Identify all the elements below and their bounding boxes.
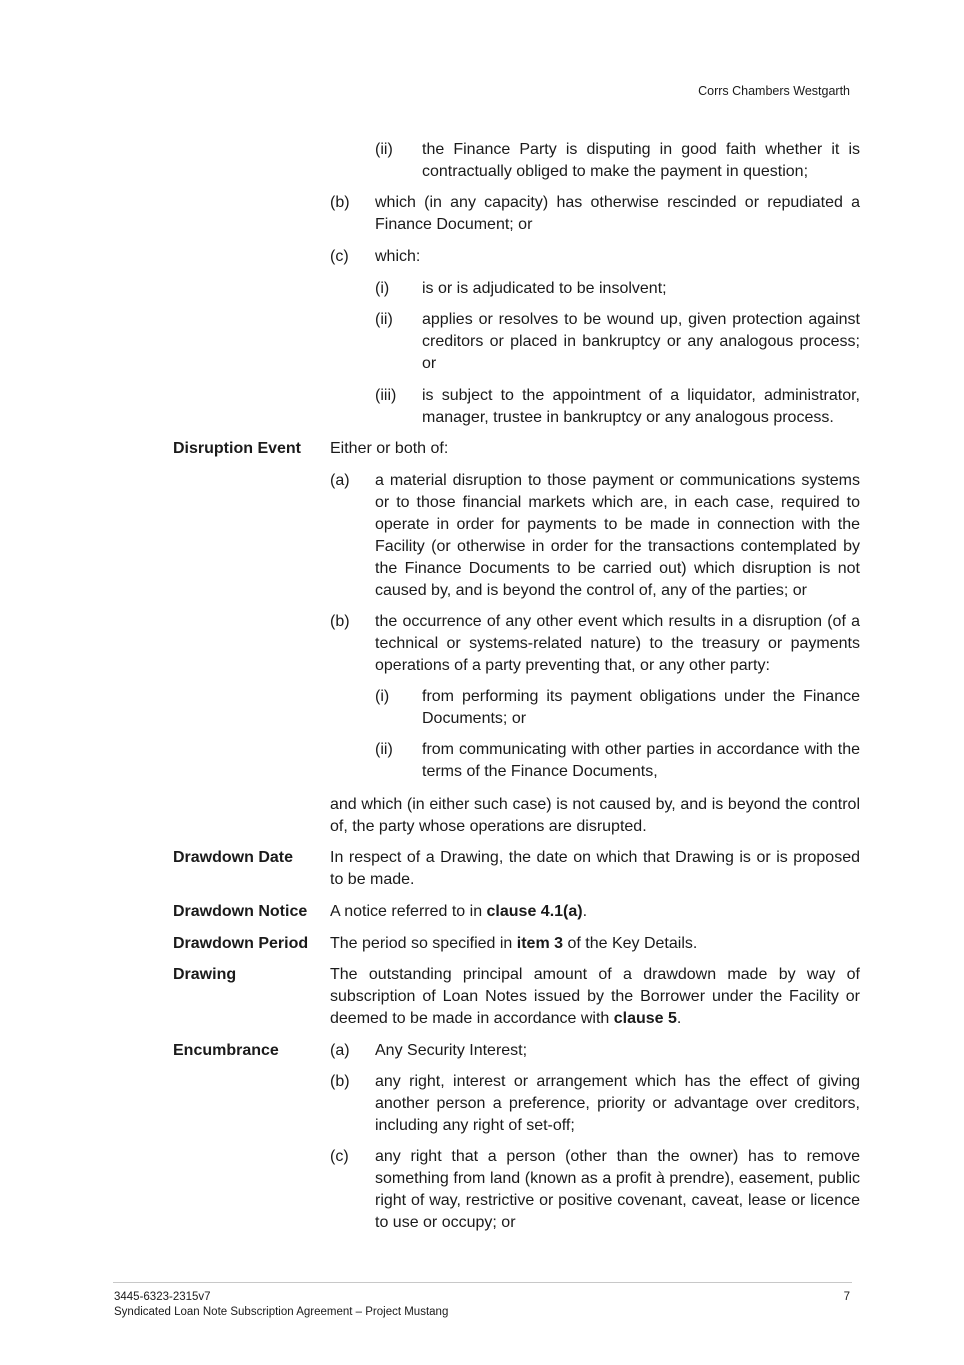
item-text: from performing its payment obligations under the Finance Documents; or (422, 688, 860, 727)
item-label: (a) (330, 472, 350, 489)
definition-term: Drawdown Notice (173, 903, 308, 920)
item-text: is subject to the appointment of a liquidator, administrator, manager, trustee in bankruptcy or any analogous process. (422, 387, 860, 426)
item-label: (c) (330, 1148, 349, 1165)
definition-text: A notice referred to in clause 4.1(a). (330, 903, 588, 920)
item-text: is or is adjudicated to be insolvent; (422, 280, 667, 297)
page-header: Corrs Chambers Westgarth (698, 84, 850, 98)
item-label: (ii) (375, 741, 393, 758)
item-text: the occurrence of any other event which results in a disruption (of a technical or systems-related nature) to the treasury or payments operations of a party preventing that, or any other party: (375, 613, 860, 674)
footer-divider (113, 1282, 852, 1283)
footer-title: Syndicated Loan Note Subscription Agreement – Project Mustang (114, 1306, 449, 1318)
definition-text: In respect of a Drawing, the date on which that Drawing is or is proposed to be made. (330, 849, 860, 888)
definition-term: Drawdown Period (173, 935, 309, 952)
clause-reference: clause 5 (613, 1010, 677, 1027)
item-label: (b) (330, 1073, 350, 1090)
item-label: (iii) (375, 387, 397, 404)
item-text: Any Security Interest; (375, 1042, 528, 1059)
definition-text: The outstanding principal amount of a drawdown made by way of subscription of Loan Notes issued by the Borrower under the Facility or deemed to be made in accordance with clause 5. (330, 966, 860, 1027)
definition-term: Disruption Event (173, 440, 302, 457)
item-reference: item 3 (516, 935, 564, 952)
clause-reference: clause 4.1(a) (486, 903, 583, 920)
item-text: from communicating with other parties in accordance with the terms of the Finance Documents, (422, 741, 860, 780)
definition-term: Drawdown Date (173, 849, 294, 866)
item-label: (b) (330, 613, 350, 630)
definition-text: and which (in either such case) is not caused by, and is beyond the control of, the party whose operations are disrupted. (330, 796, 860, 835)
definition-term: Drawing (173, 966, 237, 983)
item-label: (ii) (375, 141, 393, 158)
item-label: (ii) (375, 311, 393, 328)
page-number: 7 (843, 1291, 850, 1303)
definition-text: Either or both of: (330, 440, 449, 457)
item-text: which: (375, 248, 421, 265)
item-label: (a) (330, 1042, 350, 1059)
item-label: (b) (330, 194, 350, 211)
item-text: any right, interest or arrangement which has the effect of giving another person a preference, priority or advantage over creditors, including any right of set-off; (375, 1073, 860, 1134)
item-label: (i) (375, 688, 390, 705)
definition-text: The period so specified in item 3 of the Key Details. (330, 935, 698, 952)
item-text: a material disruption to those payment or communications systems or to those financial markets which are, in each case, required to operate in order for payments to be made in connection with the Facility (or otherwise in order for the transactions contemplated by the Finance Documents to be carried out) which disruption is not caused by, and is beyond the control of, any of the parties; or (375, 472, 860, 599)
item-text: applies or resolves to be wound up, given protection against creditors or placed in bankruptcy or any analogous process; or (422, 311, 860, 372)
footer-doc-id: 3445-6323-2315v7 (114, 1291, 211, 1303)
item-text: any right that a person (other than the owner) has to remove something from land (known as a profit à prendre), easement, public right of way, restrictive or positive covenant, caveat, lease or licence to use or occupy; or (375, 1148, 860, 1231)
item-text: the Finance Party is disputing in good faith whether it is contractually obliged to make the payment in question; (422, 141, 860, 180)
item-label: (c) (330, 248, 349, 265)
item-text: which (in any capacity) has otherwise rescinded or repudiated a Finance Document; or (375, 194, 860, 233)
definition-term: Encumbrance (173, 1042, 279, 1059)
item-label: (i) (375, 280, 390, 297)
